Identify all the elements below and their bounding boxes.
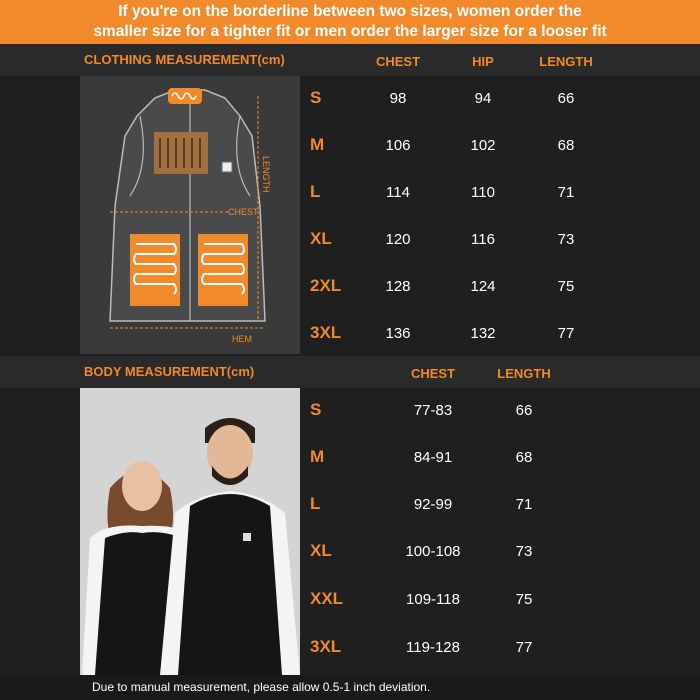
size-label: S bbox=[310, 400, 322, 419]
chest-value: 100-108 bbox=[405, 543, 461, 560]
chest-value: 136 bbox=[385, 325, 411, 342]
clothing-header bbox=[0, 44, 700, 76]
body-header bbox=[0, 356, 700, 388]
hip-value: 102 bbox=[470, 137, 496, 154]
banner-line-1: If you're on the borderline between two sizes, women order the bbox=[118, 3, 582, 20]
body-col-length: LENGTH bbox=[497, 366, 551, 381]
table-row bbox=[300, 217, 620, 265]
length-value: 77 bbox=[515, 639, 533, 656]
length-value: 75 bbox=[557, 278, 575, 295]
collar-heating-pad bbox=[168, 88, 202, 104]
woman-face bbox=[122, 461, 162, 511]
clothing-col-chest: CHEST bbox=[375, 54, 421, 69]
length-value: 73 bbox=[515, 543, 533, 560]
clothing-title: CLOTHING MEASUREMENT(cm) bbox=[84, 52, 285, 67]
models-illustration bbox=[80, 388, 300, 675]
length-value: 66 bbox=[515, 402, 533, 419]
size-label: L bbox=[310, 182, 321, 201]
body-title: BODY MEASUREMENT(cm) bbox=[84, 364, 255, 379]
length-label: LENGTH bbox=[261, 156, 271, 193]
table-row bbox=[300, 577, 620, 625]
table-row bbox=[300, 625, 620, 673]
length-value: 71 bbox=[557, 184, 575, 201]
chest-value: 98 bbox=[389, 90, 407, 107]
size-label: 3XL bbox=[310, 637, 342, 656]
length-value: 75 bbox=[515, 591, 533, 608]
size-label: M bbox=[310, 135, 325, 154]
length-value: 71 bbox=[515, 496, 533, 513]
footer-note bbox=[0, 675, 700, 700]
length-value: 66 bbox=[557, 90, 575, 107]
models-photo bbox=[80, 388, 300, 675]
clothing-col-length: LENGTH bbox=[539, 54, 593, 69]
size-label: XL bbox=[310, 229, 332, 248]
size-label: 3XL bbox=[310, 323, 342, 342]
length-value: 73 bbox=[557, 231, 575, 248]
size-label: XL bbox=[310, 541, 332, 560]
hip-value: 124 bbox=[470, 278, 496, 295]
length-value: 77 bbox=[557, 325, 575, 342]
chest-value: 77-83 bbox=[413, 402, 453, 419]
chest-value: 119-128 bbox=[406, 639, 460, 656]
table-row bbox=[300, 435, 620, 483]
vest-diagram bbox=[80, 76, 300, 354]
chest-value: 120 bbox=[385, 231, 411, 248]
length-value: 68 bbox=[557, 137, 575, 154]
chest-value: 114 bbox=[386, 184, 410, 201]
table-row bbox=[300, 388, 620, 436]
length-value: 68 bbox=[515, 449, 533, 466]
man-vest bbox=[178, 494, 282, 675]
size-label: 2XL bbox=[310, 276, 342, 295]
chest-value: 106 bbox=[385, 137, 411, 154]
chest-label: CHEST bbox=[228, 207, 259, 217]
table-row bbox=[300, 264, 620, 312]
size-label: XXL bbox=[310, 589, 344, 608]
hip-value: 94 bbox=[474, 90, 492, 107]
chest-value: 109-118 bbox=[406, 591, 460, 608]
chest-value: 128 bbox=[385, 278, 411, 295]
hip-value: 116 bbox=[471, 231, 495, 248]
vest-button-icon bbox=[243, 533, 251, 541]
top-banner bbox=[0, 0, 700, 44]
hip-value: 132 bbox=[470, 325, 496, 342]
body-col-chest: CHEST bbox=[410, 366, 456, 381]
table-row bbox=[300, 170, 620, 218]
table-row bbox=[300, 482, 620, 530]
table-row bbox=[300, 123, 620, 171]
power-button-icon bbox=[222, 162, 232, 172]
size-label: L bbox=[310, 494, 321, 513]
banner-line-2: smaller size for a tighter fit or men order the larger size for a looser fit bbox=[93, 23, 607, 40]
vest-diagram-panel bbox=[80, 76, 300, 354]
hip-value: 110 bbox=[471, 184, 495, 201]
size-label: M bbox=[310, 447, 325, 466]
table-row bbox=[300, 311, 620, 359]
table-row bbox=[300, 76, 620, 124]
table-row bbox=[300, 529, 620, 577]
clothing-col-hip: HIP bbox=[472, 54, 494, 69]
size-label: S bbox=[310, 88, 322, 107]
chest-value: 92-99 bbox=[413, 496, 453, 513]
footer-text: Due to manual measurement, please allow 0.5-1 inch deviation. bbox=[92, 680, 431, 694]
chest-value: 84-91 bbox=[413, 449, 453, 466]
hem-label: HEM bbox=[232, 334, 252, 344]
